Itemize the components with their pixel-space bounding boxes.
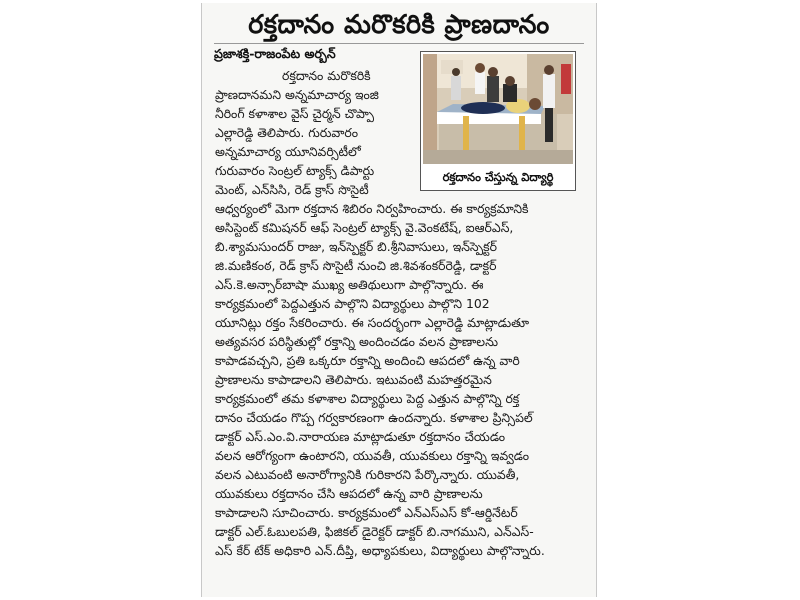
body-line: జి.మణికంఠ, రెడ్ క్రాస్ సొసైటీ నుంచి జి.శివశంకర్‌రెడ్డి, డాక్టర్ [215, 258, 497, 273]
photo-image [423, 54, 573, 164]
body-line: యూనిట్లు రక్తం సేకరించారు. ఈ సందర్భంగా ఎల్లారెడ్డి మాట్లాడుతూ [215, 315, 530, 330]
body-line: యువకులు రక్తదానం చేసి ఆపదలో ఉన్న వారి ప్రాణాలను [215, 486, 483, 501]
body-line: అసిస్టెంట్ కమిషనర్ ఆఫ్ సెంట్రల్ ట్యాక్స్ వై.వెంకటేష్, ఐఆర్ఎస్, [215, 220, 514, 235]
body-line: దానం చేయడం గొప్ప గర్వకారణంగా ఉందన్నారు. కళాశాల ప్రిన్సిపల్ [215, 410, 533, 425]
body-line: వలన ఎటువంటి అనారోగ్యానికి గురికారని పేర్కొన్నారు. యువతీ, [215, 467, 520, 482]
body-line: నీరింగ్ కళాశాల వైస్ చైర్మన్ చొప్పా [215, 106, 375, 121]
body-line: గురువారం సెంట్రల్ ట్యాక్స్ డిపార్టు [215, 163, 375, 178]
body-line: అన్నమాచార్య యూనివర్సిటీలో [215, 144, 361, 159]
body-line: రక్తదానం మరొకరికి [282, 68, 371, 83]
body-line: డాక్టర్ ఎల్.ఓబులపతి, ఫిజికల్ డైరెక్టర్ డాక్టర్ బి.నాగముని, ఎన్ఎస్- [215, 524, 534, 539]
body-line: ఎస్ కేర్ టేక్ అధికారి ఎన్.దీప్తి, అధ్యాపకులు, విద్యార్థులు పాల్గొన్నారు. [215, 543, 545, 558]
body-line: ప్రాణదానమని అన్నమాచార్య ఇంజి [215, 87, 379, 102]
headline-divider [214, 43, 584, 44]
body-line: కాపాడాలని సూచించారు. కార్యక్రమంలో ఎన్ఎస్ఎస్ కో-ఆర్డినేటర్ [215, 505, 518, 520]
dateline: ప్రజాశక్తి-రాజంపేట అర్బన్ [214, 46, 336, 61]
photo-caption: రక్తదానం చేస్తున్న విద్యార్థి [442, 170, 554, 184]
body-line: కార్యక్రమంలో పెద్దఎత్తున పాల్గొని విద్యార్థులు పాల్గొని 102 [215, 296, 490, 311]
body-line: అత్యవసర పరిస్థితుల్లో రక్తాన్ని అందించడం వలన ప్రాణాలను [215, 334, 499, 349]
newspaper-clipping [201, 3, 597, 597]
body-line: మెంట్, ఎన్‌సిసి, రెడ్ క్రాస్ సొసైటీ [215, 182, 369, 197]
headline: రక్తదానం మరొకరికి ప్రాణదానం [248, 10, 550, 40]
body-line: ఎస్.కె.అన్సార్‌బాషా ముఖ్య అతిథులుగా పాల్గొన్నారు. ఈ [215, 277, 484, 292]
body-line: కాపాడవచ్చని, ప్రతి ఒక్కరూ రక్తాన్ని అందించి ఆపదలో ఉన్న వారి [215, 353, 520, 368]
body-line: ప్రాణాలను కాపాడాలని తెలిపారు. ఇటువంటి మహత్తరమైన [215, 372, 492, 387]
body-line: వలన ఆరోగ్యంగా ఉంటారని, యువతీ, యువకులు రక్తాన్ని ఇవ్వడం [215, 448, 530, 463]
body-line: బి.శ్యామసుందర్ రాజు, ఇన్‌స్పెక్టర్ బి.శ్రీనివాసులు, ఇన్‌స్పెక్టర్ [215, 239, 497, 254]
body-line: డాక్టర్ ఎస్.ఎం.వి.నారాయణ మాట్లాడుతూ రక్తదానం చేయడం [215, 429, 506, 444]
news-photo [420, 51, 576, 191]
body-line: కార్యక్రమంలో తమ కళాశాల విద్యార్థులు పెద్ద ఎత్తున పాల్గొన్ని రక్త [215, 391, 520, 406]
body-line: ఆధ్వర్యంలో మెగా రక్తదాన శిబిరం నిర్వహించారు. ఈ కార్యక్రమానికి [215, 201, 529, 216]
body-line: ఎల్లారెడ్డి తెలిపారు. గురువారం [215, 125, 359, 140]
